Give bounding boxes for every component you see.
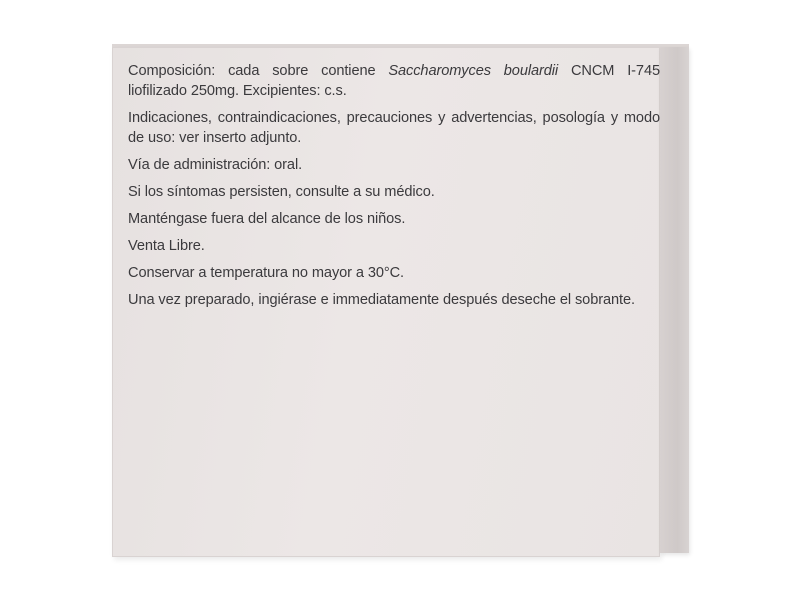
- species-name: Saccharomyces boulardii: [388, 63, 559, 79]
- sale-condition: Venta Libre.: [128, 238, 205, 254]
- label-text-block: [128, 61, 660, 317]
- package-side-edge: [660, 47, 689, 553]
- administration-route: Vía de administración: oral.: [128, 157, 303, 173]
- preparation-note: Una vez preparado, ingiérase e immediatamente después deseche el sobrante.: [128, 292, 635, 308]
- children-warning: Manténgase fuera del alcance de los niños.: [128, 211, 406, 227]
- composition-prefix: Composición: cada sobre contiene: [128, 63, 389, 79]
- storage-condition: Conservar a temperatura no mayor a 30°C.: [128, 265, 405, 281]
- composition-suffix: CNCM I-745 liofilizado 250mg. Excipientes: c.s.: [128, 63, 660, 99]
- composition-paragraph: [128, 61, 660, 101]
- symptoms-warning: Si los síntomas persisten, consulte a su médico.: [128, 184, 435, 200]
- indications-paragraph: Indicaciones, contraindicaciones, precauciones y advertencias, posología y modo de uso: ver inserto adjunto.: [128, 110, 660, 146]
